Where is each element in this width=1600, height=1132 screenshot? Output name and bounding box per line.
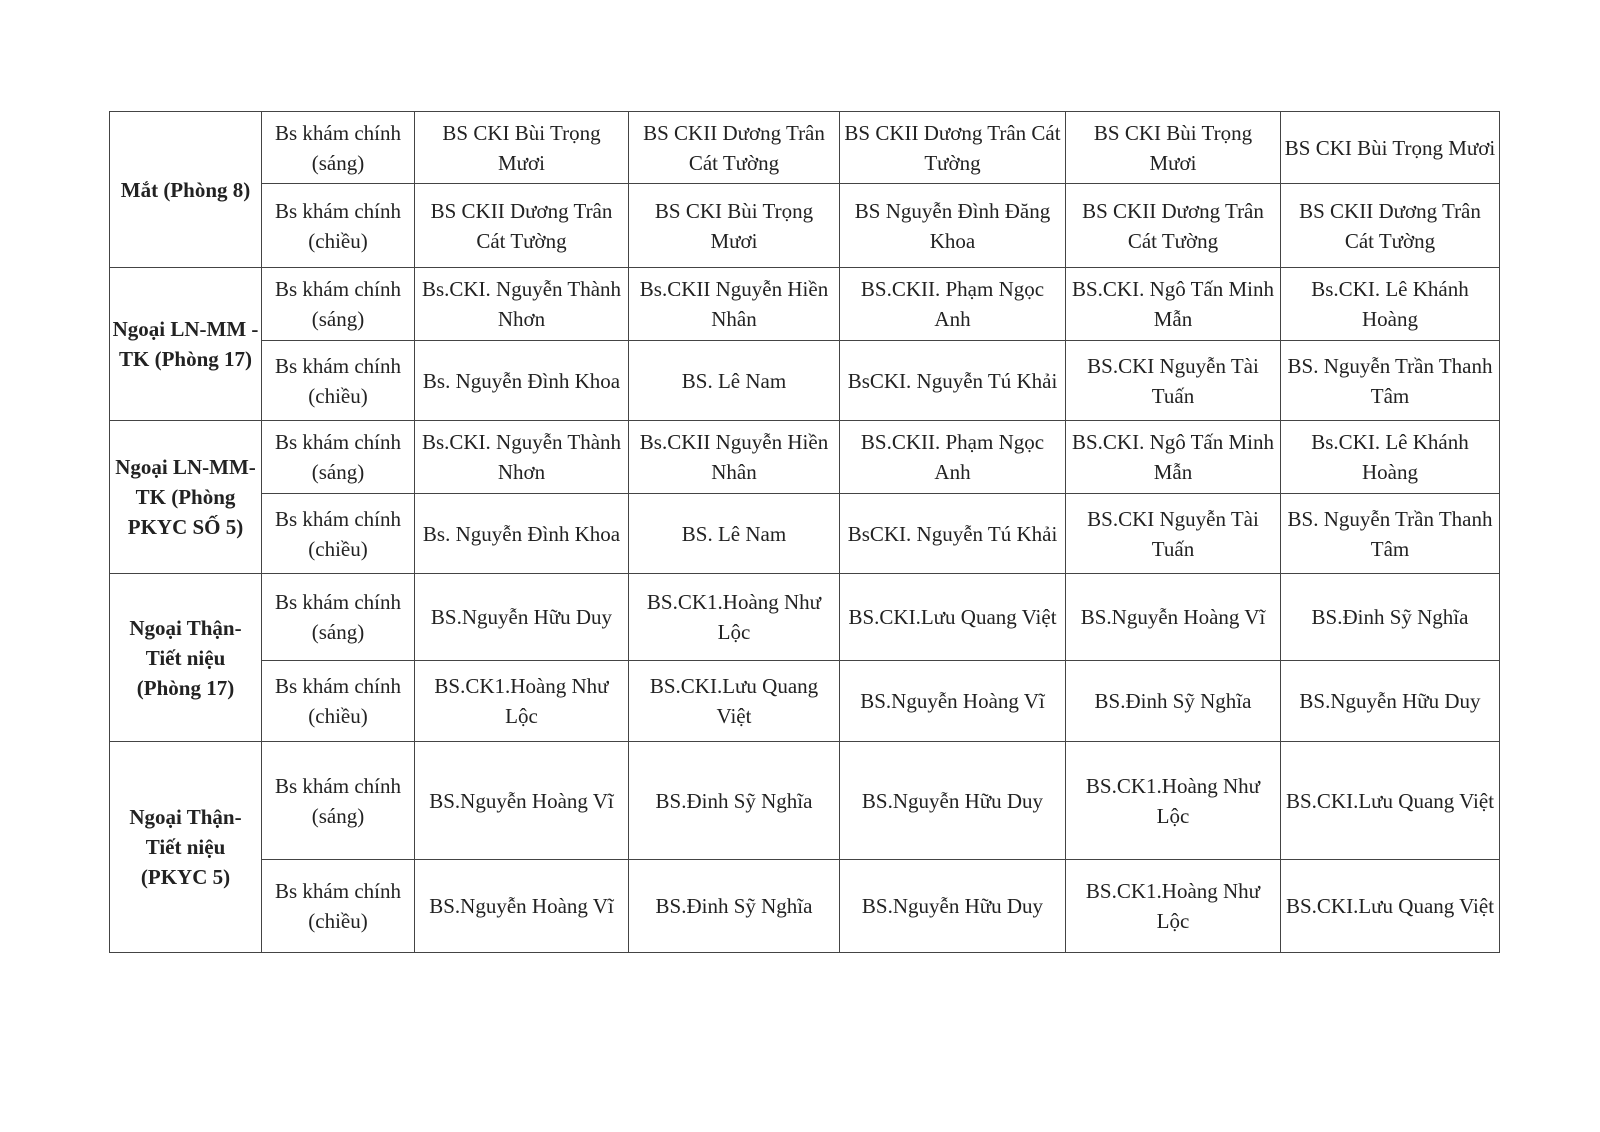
- session-cell: Bs khám chính (chiều): [262, 661, 415, 742]
- doctor-cell: BS.Nguyễn Hoàng Vĩ: [1066, 574, 1281, 661]
- doctor-cell: BS.Đinh Sỹ Nghĩa: [1281, 574, 1500, 661]
- doctor-cell: BS.CKI.Lưu Quang Việt: [629, 661, 840, 742]
- department-cell: Ngoại Thận-Tiết niệu (PKYC 5): [110, 742, 262, 953]
- doctor-cell: BS. Lê Nam: [629, 341, 840, 421]
- department-cell: Mắt (Phòng 8): [110, 112, 262, 268]
- session-cell: Bs khám chính (chiều): [262, 184, 415, 268]
- session-cell: Bs khám chính (chiều): [262, 494, 415, 574]
- doctor-schedule-table: [109, 111, 1500, 953]
- doctor-cell: BS.CKI. Ngô Tấn Minh Mẫn: [1066, 421, 1281, 494]
- doctor-cell: BsCKI. Nguyễn Tú Khải: [840, 494, 1066, 574]
- table-row: [110, 341, 1500, 421]
- doctor-cell: BS.Nguyễn Hữu Duy: [1281, 661, 1500, 742]
- doctor-cell: Bs.CKI. Lê Khánh Hoàng: [1281, 268, 1500, 341]
- doctor-cell: BS.CKI Nguyễn Tài Tuấn: [1066, 494, 1281, 574]
- doctor-cell: BS.Nguyễn Hữu Duy: [415, 574, 629, 661]
- session-cell: Bs khám chính (sáng): [262, 268, 415, 341]
- session-cell: Bs khám chính (chiều): [262, 341, 415, 421]
- doctor-cell: BS.Nguyễn Hữu Duy: [840, 742, 1066, 860]
- session-cell: Bs khám chính (sáng): [262, 112, 415, 184]
- table-row: [110, 860, 1500, 953]
- doctor-cell: Bs. Nguyễn Đình Khoa: [415, 341, 629, 421]
- session-cell: Bs khám chính (sáng): [262, 421, 415, 494]
- doctor-cell: BS.Nguyễn Hữu Duy: [840, 860, 1066, 953]
- doctor-cell: Bs.CKI. Nguyễn Thành Nhơn: [415, 268, 629, 341]
- doctor-cell: BS.Nguyễn Hoàng Vĩ: [415, 742, 629, 860]
- table-row: [110, 268, 1500, 341]
- doctor-cell: BS CKII Dương Trân Cát Tường: [840, 112, 1066, 184]
- doctor-cell: BS.CKII. Phạm Ngọc Anh: [840, 421, 1066, 494]
- doctor-cell: BS CKII Dương Trân Cát Tường: [415, 184, 629, 268]
- doctor-cell: BS CKI Bùi Trọng Mươi: [415, 112, 629, 184]
- doctor-cell: BS CKII Dương Trân Cát Tường: [629, 112, 840, 184]
- doctor-cell: BS.CK1.Hoàng Như Lộc: [1066, 742, 1281, 860]
- doctor-cell: BS Nguyễn Đình Đăng Khoa: [840, 184, 1066, 268]
- doctor-cell: BS.CK1.Hoàng Như Lộc: [629, 574, 840, 661]
- doctor-cell: BS.CK1.Hoàng Như Lộc: [1066, 860, 1281, 953]
- session-cell: Bs khám chính (chiều): [262, 860, 415, 953]
- doctor-cell: Bs. Nguyễn Đình Khoa: [415, 494, 629, 574]
- department-cell: Ngoại LN-MM -TK (Phòng 17): [110, 268, 262, 421]
- doctor-cell: Bs.CKII Nguyễn Hiền Nhân: [629, 421, 840, 494]
- doctor-cell: BsCKI. Nguyễn Tú Khải: [840, 341, 1066, 421]
- doctor-cell: BS CKII Dương Trân Cát Tường: [1281, 184, 1500, 268]
- doctor-cell: BS CKI Bùi Trọng Mươi: [1281, 112, 1500, 184]
- table-row: [110, 421, 1500, 494]
- doctor-cell: BS. Nguyễn Trần Thanh Tâm: [1281, 341, 1500, 421]
- department-cell: Ngoại Thận-Tiết niệu (Phòng 17): [110, 574, 262, 742]
- doctor-cell: BS. Lê Nam: [629, 494, 840, 574]
- doctor-cell: Bs.CKII Nguyễn Hiền Nhân: [629, 268, 840, 341]
- doctor-cell: BS.CKI.Lưu Quang Việt: [1281, 742, 1500, 860]
- doctor-cell: BS.CKI.Lưu Quang Việt: [1281, 860, 1500, 953]
- doctor-cell: BS CKI Bùi Trọng Mươi: [1066, 112, 1281, 184]
- doctor-cell: BS.CKI Nguyễn Tài Tuấn: [1066, 341, 1281, 421]
- doctor-cell: Bs.CKI. Lê Khánh Hoàng: [1281, 421, 1500, 494]
- table-row: [110, 742, 1500, 860]
- doctor-cell: BS.CKI.Lưu Quang Việt: [840, 574, 1066, 661]
- doctor-cell: BS.CK1.Hoàng Như Lộc: [415, 661, 629, 742]
- department-cell: Ngoại LN-MM- TK (Phòng PKYC SỐ 5): [110, 421, 262, 574]
- doctor-cell: BS.Đinh Sỹ Nghĩa: [629, 742, 840, 860]
- doctor-cell: BS. Nguyễn Trần Thanh Tâm: [1281, 494, 1500, 574]
- table-row: [110, 184, 1500, 268]
- session-cell: Bs khám chính (sáng): [262, 742, 415, 860]
- doctor-cell: BS.Nguyễn Hoàng Vĩ: [840, 661, 1066, 742]
- doctor-cell: BS CKI Bùi Trọng Mươi: [629, 184, 840, 268]
- doctor-cell: BS CKII Dương Trân Cát Tường: [1066, 184, 1281, 268]
- doctor-cell: BS.Nguyễn Hoàng Vĩ: [415, 860, 629, 953]
- doctor-cell: Bs.CKI. Nguyễn Thành Nhơn: [415, 421, 629, 494]
- table-row: [110, 494, 1500, 574]
- doctor-cell: BS.CKII. Phạm Ngọc Anh: [840, 268, 1066, 341]
- doctor-cell: BS.CKI. Ngô Tấn Minh Mẫn: [1066, 268, 1281, 341]
- table-row: [110, 661, 1500, 742]
- session-cell: Bs khám chính (sáng): [262, 574, 415, 661]
- doctor-cell: BS.Đinh Sỹ Nghĩa: [1066, 661, 1281, 742]
- doctor-cell: BS.Đinh Sỹ Nghĩa: [629, 860, 840, 953]
- table-row: [110, 112, 1500, 184]
- table-row: [110, 574, 1500, 661]
